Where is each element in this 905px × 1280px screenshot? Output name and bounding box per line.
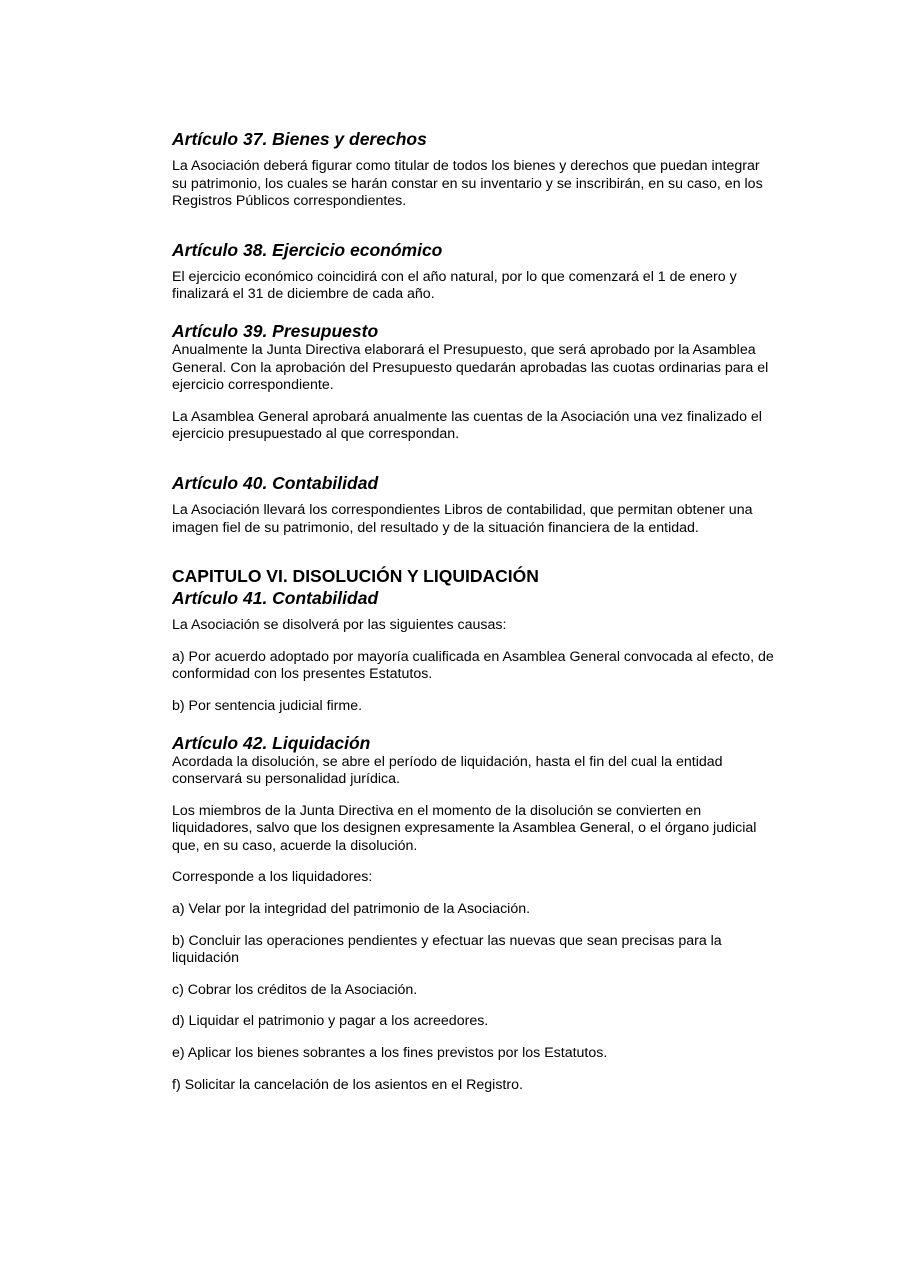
document-page (172, 128, 822, 1094)
liquidator-duty-e: e) Aplicar los bienes sobrantes a los fines previstos por los Estatutos. (172, 1045, 608, 1062)
article-42-paragraph-1: Acordada la disolución, se abre el período de liquidación, hasta el fin del cual la entidad conservará su personalidad jurídica. (172, 753, 723, 788)
article-40-text: La Asociación llevará los correspondientes Libros de contabilidad, que permitan obtener una imagen fiel de su patrimonio, del resultado y de la situación financiera de la entidad. (172, 501, 753, 536)
article-41-paragraph-2: a) Por acuerdo adoptado por mayoría cualificada en Asamblea General convocada al efecto, de conformidad con los presentes Estatutos. (172, 648, 774, 683)
article-37-title: Artículo 37. Bienes y derechos (172, 129, 427, 149)
article-39-title: Artículo 39. Presupuesto (172, 320, 379, 341)
article-37-text: La Asociación deberá figurar como titular de todos los bienes y derechos que puedan integrar su patrimonio, los cuales se harán constar en su inventario y se inscribirán, en su caso, en los Registros Públicos correspondientes. (172, 158, 763, 210)
liquidator-duty-a: a) Velar por la integridad del patrimonio de la Asociación. (172, 901, 531, 918)
liquidator-duty-f: f) Solicitar la cancelación de los asientos en el Registro. (172, 1076, 523, 1093)
article-38-title: Artículo 38. Ejercicio económico (172, 239, 443, 260)
chapter-6-title: CAPITULO VI. DISOLUCIÓN Y LIQUIDACIÓN (172, 566, 539, 587)
article-41-title: Artículo 41. Contabilidad (172, 588, 379, 609)
liquidator-duty-c: c) Cobrar los créditos de la Asociación. (172, 981, 418, 998)
article-42-title: Artículo 42. Liquidación (172, 732, 371, 753)
article-42-paragraph-2: Los miembros de la Junta Directiva en el momento de la disolución se convierten en liquidadores, salvo que los designen expresamente la Asamblea General, o el órgano judicial que, en su caso, acuerde la disolución. (172, 802, 757, 854)
liquidator-duty-d: d) Liquidar el patrimonio y pagar a los acreedores. (172, 1013, 489, 1030)
article-38-text: El ejercicio económico coincidirá con el año natural, por lo que comenzará el 1 de enero y finalizará el 31 de diciembre de cada año. (172, 268, 737, 303)
article-41-paragraph-1: La Asociación se disolverá por las siguientes causas: (172, 617, 507, 634)
article-42-paragraph-3: Corresponde a los liquidadores: (172, 869, 373, 886)
article-40-title: Artículo 40. Contabilidad (172, 472, 379, 493)
article-39-paragraph-1: Anualmente la Junta Directiva elaborará el Presupuesto, que será aprobado por la Asamblea General. Con la aprobación del Presupuesto quedarán aprobadas las cuotas ordinarias para el ejercicio correspondiente. (172, 341, 769, 394)
article-39-paragraph-2: La Asamblea General aprobará anualmente las cuentas de la Asociación una vez finalizado el ejercicio presupuestado al que correspondan. (172, 408, 762, 443)
liquidator-duty-b: b) Concluir las operaciones pendientes y efectuar las nuevas que sean precisas para la liquidación (172, 932, 722, 967)
article-41-paragraph-3: b) Por sentencia judicial firme. (172, 697, 363, 714)
